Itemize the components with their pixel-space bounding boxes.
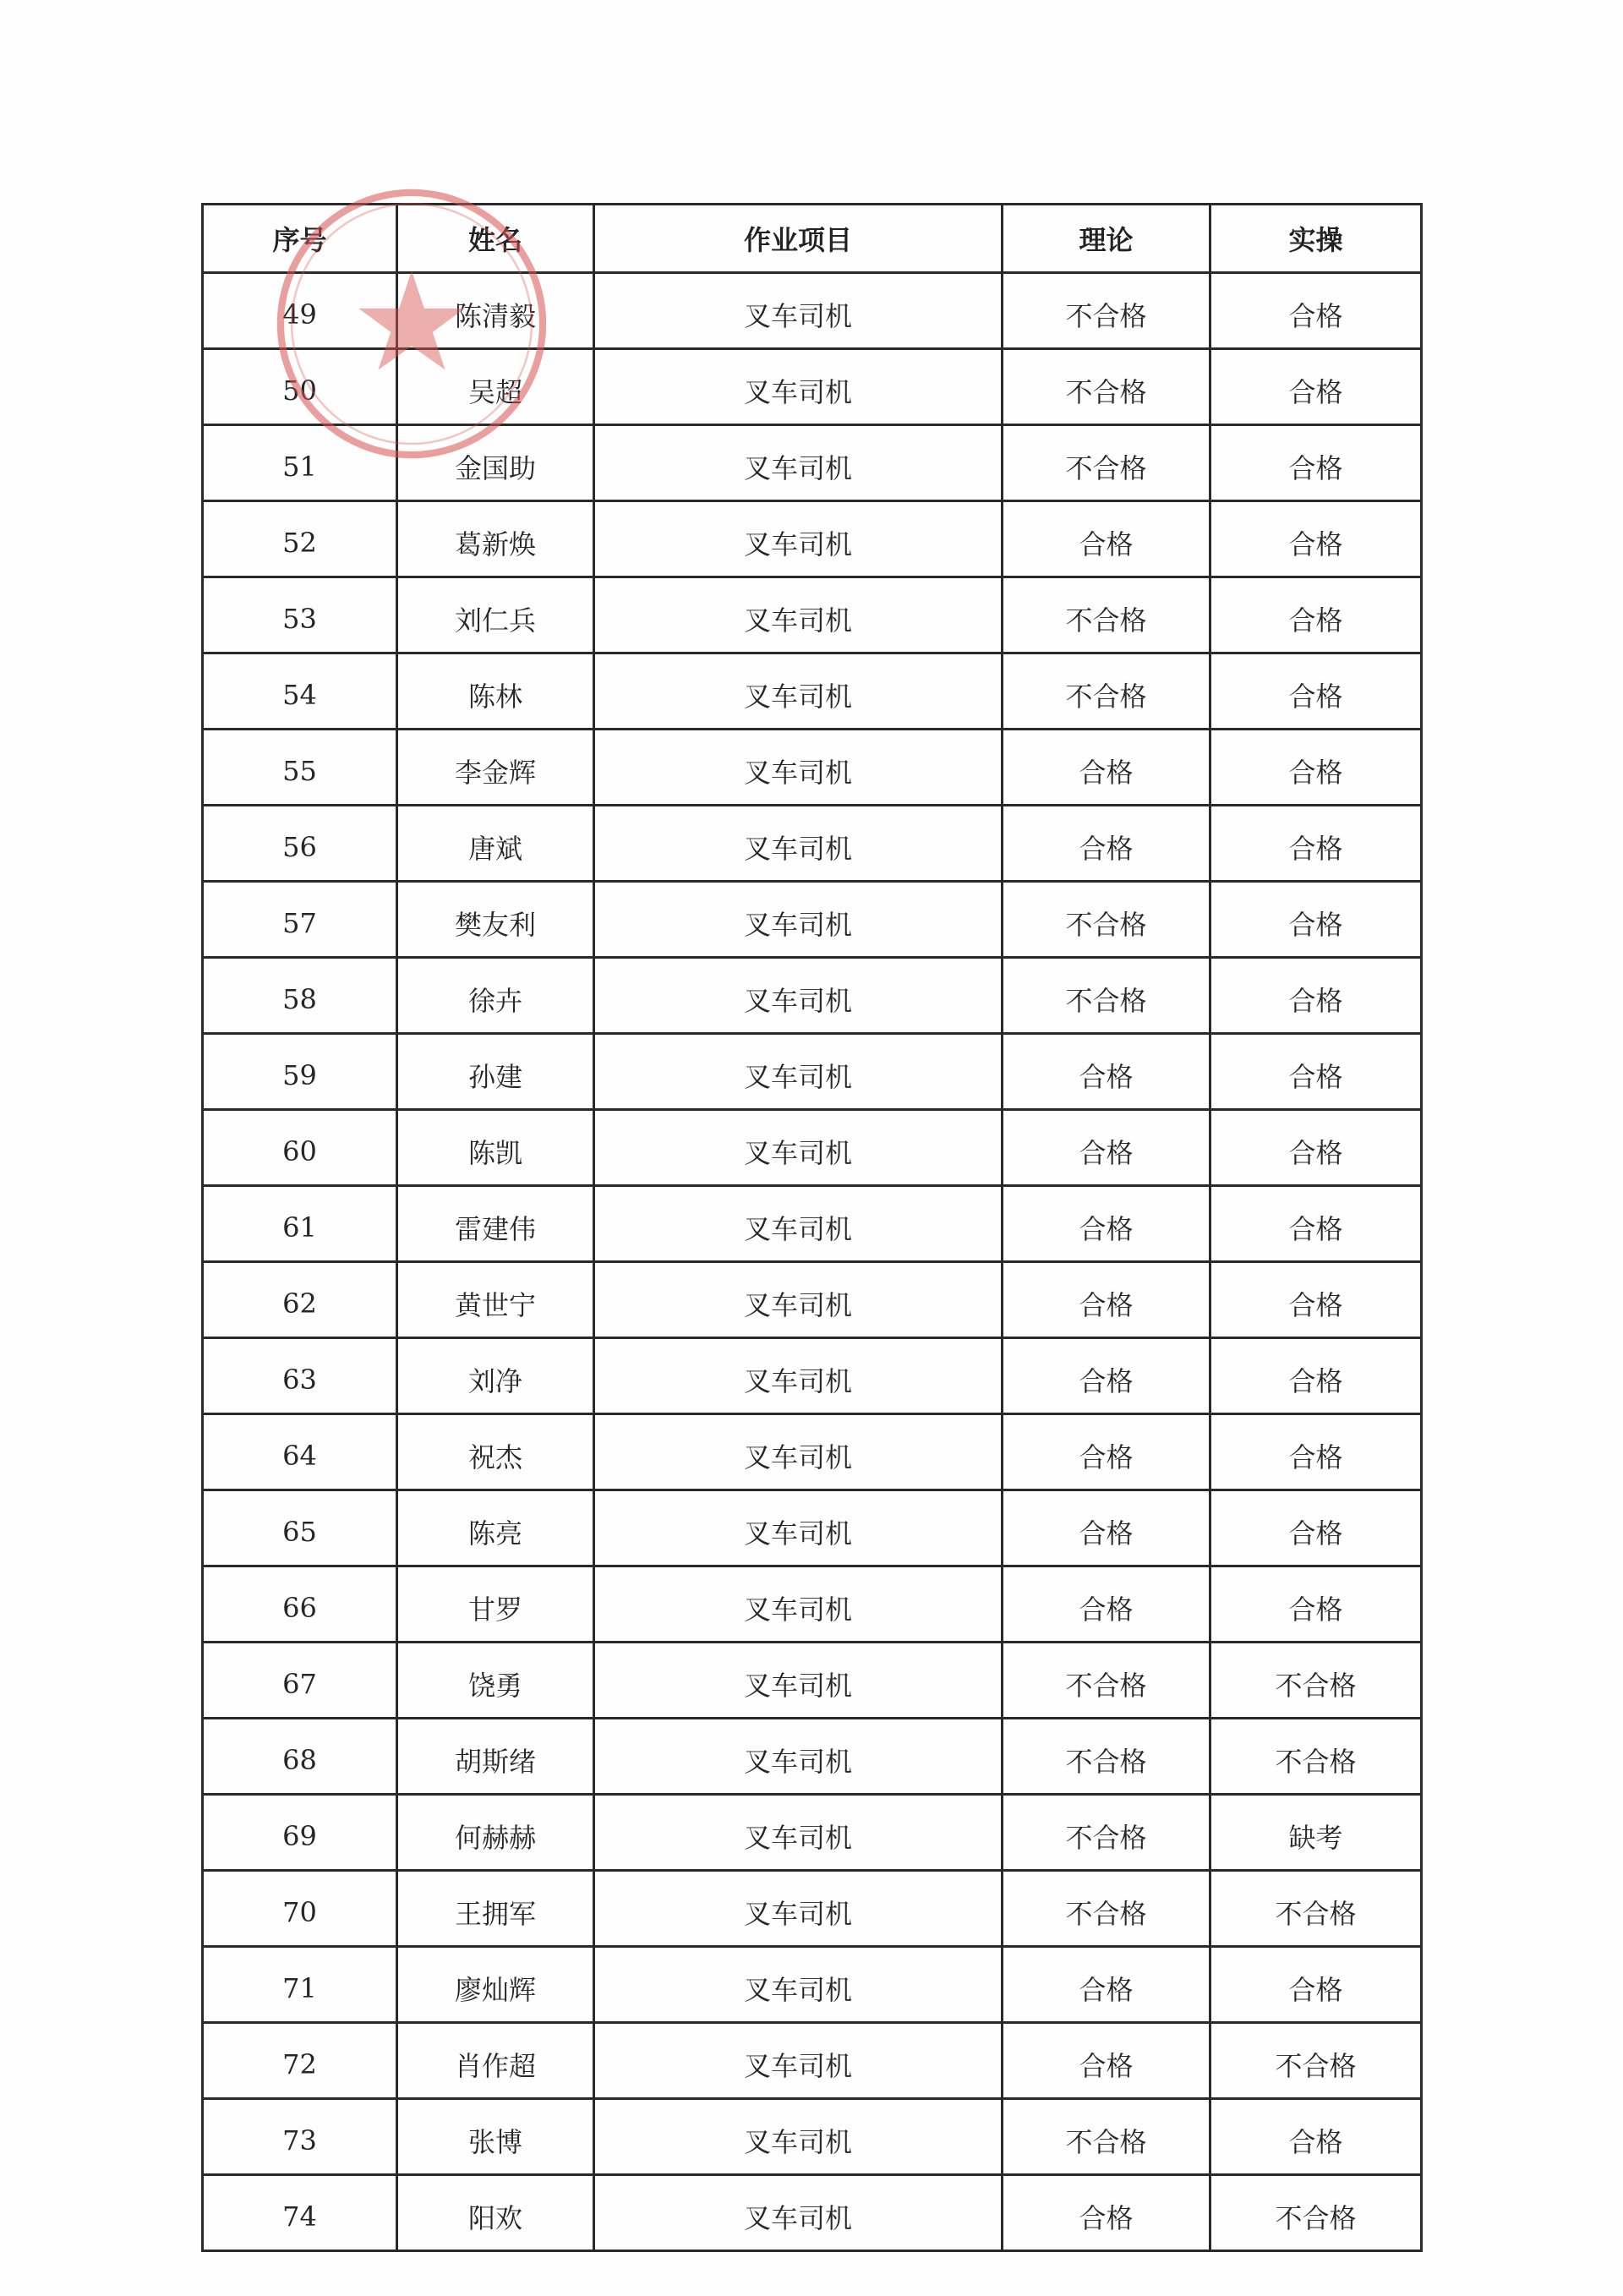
cell-practical: 不合格 <box>1210 1719 1422 1795</box>
cell-job-item: 叉车司机 <box>594 2023 1003 2099</box>
cell-practical: 合格 <box>1210 1034 1422 1110</box>
cell-theory: 合格 <box>1003 1566 1210 1643</box>
cell-serial-number: 64 <box>203 1414 397 1490</box>
cell-job-item: 叉车司机 <box>594 2175 1003 2251</box>
table-row <box>203 958 1422 1034</box>
table-row <box>203 1643 1422 1719</box>
cell-practical: 缺考 <box>1210 1795 1422 1871</box>
cell-serial-number: 63 <box>203 1338 397 1414</box>
cell-practical: 合格 <box>1210 653 1422 730</box>
table-row <box>203 882 1422 958</box>
cell-theory: 不合格 <box>1003 577 1210 653</box>
cell-theory: 不合格 <box>1003 349 1210 425</box>
cell-job-item: 叉车司机 <box>594 1566 1003 1643</box>
cell-serial-number: 52 <box>203 501 397 577</box>
cell-name: 徐卉 <box>397 958 594 1034</box>
cell-serial-number: 67 <box>203 1643 397 1719</box>
cell-name: 何赫赫 <box>397 1795 594 1871</box>
cell-practical: 合格 <box>1210 273 1422 349</box>
cell-serial-number: 72 <box>203 2023 397 2099</box>
cell-serial-number: 61 <box>203 1186 397 1262</box>
cell-name: 陈清毅 <box>397 273 594 349</box>
cell-serial-number: 66 <box>203 1566 397 1643</box>
cell-practical: 合格 <box>1210 501 1422 577</box>
cell-practical: 合格 <box>1210 958 1422 1034</box>
cell-serial-number: 69 <box>203 1795 397 1871</box>
cell-name: 唐斌 <box>397 806 594 882</box>
cell-practical: 合格 <box>1210 1262 1422 1338</box>
cell-job-item: 叉车司机 <box>594 273 1003 349</box>
cell-serial-number: 65 <box>203 1490 397 1566</box>
cell-serial-number: 68 <box>203 1719 397 1795</box>
cell-serial-number: 62 <box>203 1262 397 1338</box>
cell-job-item: 叉车司机 <box>594 349 1003 425</box>
table-row <box>203 2175 1422 2251</box>
cell-job-item: 叉车司机 <box>594 1034 1003 1110</box>
cell-name: 甘罗 <box>397 1566 594 1643</box>
cell-job-item: 叉车司机 <box>594 1186 1003 1262</box>
cell-serial-number: 49 <box>203 273 397 349</box>
cell-theory: 合格 <box>1003 1262 1210 1338</box>
table-row <box>203 1262 1422 1338</box>
header-name: 姓名 <box>397 205 594 273</box>
cell-name: 张博 <box>397 2099 594 2175</box>
table-row <box>203 1338 1422 1414</box>
cell-practical: 合格 <box>1210 806 1422 882</box>
cell-serial-number: 70 <box>203 1871 397 1947</box>
cell-theory: 合格 <box>1003 1110 1210 1186</box>
cell-name: 樊友利 <box>397 882 594 958</box>
cell-theory: 不合格 <box>1003 653 1210 730</box>
table-row <box>203 1795 1422 1871</box>
cell-practical: 合格 <box>1210 425 1422 501</box>
cell-name: 廖灿辉 <box>397 1947 594 2023</box>
cell-theory: 不合格 <box>1003 2099 1210 2175</box>
table-row <box>203 1186 1422 1262</box>
cell-job-item: 叉车司机 <box>594 1871 1003 1947</box>
cell-job-item: 叉车司机 <box>594 1338 1003 1414</box>
cell-theory: 不合格 <box>1003 882 1210 958</box>
cell-job-item: 叉车司机 <box>594 577 1003 653</box>
cell-theory: 不合格 <box>1003 1719 1210 1795</box>
table-row <box>203 425 1422 501</box>
table-row <box>203 2023 1422 2099</box>
cell-serial-number: 58 <box>203 958 397 1034</box>
table-row <box>203 1566 1422 1643</box>
cell-job-item: 叉车司机 <box>594 653 1003 730</box>
header-row <box>203 205 1422 273</box>
cell-practical: 合格 <box>1210 1566 1422 1643</box>
cell-name: 王拥军 <box>397 1871 594 1947</box>
cell-theory: 不合格 <box>1003 1871 1210 1947</box>
cell-practical: 不合格 <box>1210 1643 1422 1719</box>
cell-name: 陈亮 <box>397 1490 594 1566</box>
header-practical: 实操 <box>1210 205 1422 273</box>
cell-theory: 合格 <box>1003 1490 1210 1566</box>
cell-theory: 合格 <box>1003 1414 1210 1490</box>
cell-practical: 合格 <box>1210 1338 1422 1414</box>
table-row <box>203 273 1422 349</box>
cell-practical: 合格 <box>1210 882 1422 958</box>
table-row <box>203 501 1422 577</box>
table-row <box>203 730 1422 806</box>
cell-job-item: 叉车司机 <box>594 1947 1003 2023</box>
cell-name: 金国助 <box>397 425 594 501</box>
cell-serial-number: 71 <box>203 1947 397 2023</box>
cell-practical: 不合格 <box>1210 1871 1422 1947</box>
cell-serial-number: 73 <box>203 2099 397 2175</box>
cell-practical: 不合格 <box>1210 2175 1422 2251</box>
cell-name: 刘净 <box>397 1338 594 1414</box>
cell-theory: 不合格 <box>1003 1795 1210 1871</box>
cell-name: 黄世宁 <box>397 1262 594 1338</box>
header-theory: 理论 <box>1003 205 1210 273</box>
table-row <box>203 1414 1422 1490</box>
cell-job-item: 叉车司机 <box>594 882 1003 958</box>
table-row <box>203 806 1422 882</box>
cell-theory: 合格 <box>1003 1186 1210 1262</box>
cell-job-item: 叉车司机 <box>594 1490 1003 1566</box>
cell-job-item: 叉车司机 <box>594 1795 1003 1871</box>
cell-theory: 合格 <box>1003 1947 1210 2023</box>
table-row <box>203 1871 1422 1947</box>
header-serial-number: 序号 <box>203 205 397 273</box>
cell-name: 陈林 <box>397 653 594 730</box>
cell-job-item: 叉车司机 <box>594 425 1003 501</box>
cell-theory: 合格 <box>1003 730 1210 806</box>
cell-name: 刘仁兵 <box>397 577 594 653</box>
cell-practical: 合格 <box>1210 349 1422 425</box>
cell-practical: 合格 <box>1210 577 1422 653</box>
cell-name: 祝杰 <box>397 1414 594 1490</box>
table-body <box>203 273 1422 2251</box>
cell-serial-number: 60 <box>203 1110 397 1186</box>
cell-job-item: 叉车司机 <box>594 1643 1003 1719</box>
cell-theory: 合格 <box>1003 1034 1210 1110</box>
cell-practical: 合格 <box>1210 1490 1422 1566</box>
cell-job-item: 叉车司机 <box>594 730 1003 806</box>
cell-theory: 合格 <box>1003 806 1210 882</box>
cell-job-item: 叉车司机 <box>594 1262 1003 1338</box>
table-row <box>203 1947 1422 2023</box>
table-header <box>203 205 1422 273</box>
cell-serial-number: 56 <box>203 806 397 882</box>
cell-job-item: 叉车司机 <box>594 1110 1003 1186</box>
cell-job-item: 叉车司机 <box>594 958 1003 1034</box>
table-row <box>203 1034 1422 1110</box>
cell-theory: 不合格 <box>1003 273 1210 349</box>
cell-serial-number: 53 <box>203 577 397 653</box>
cell-name: 胡斯绪 <box>397 1719 594 1795</box>
cell-theory: 合格 <box>1003 2023 1210 2099</box>
cell-practical: 不合格 <box>1210 2023 1422 2099</box>
table-row <box>203 1490 1422 1566</box>
cell-name: 饶勇 <box>397 1643 594 1719</box>
cell-job-item: 叉车司机 <box>594 501 1003 577</box>
table-row <box>203 653 1422 730</box>
cell-theory: 不合格 <box>1003 958 1210 1034</box>
table-row <box>203 1110 1422 1186</box>
cell-practical: 合格 <box>1210 2099 1422 2175</box>
cell-serial-number: 55 <box>203 730 397 806</box>
cell-theory: 合格 <box>1003 2175 1210 2251</box>
cell-theory: 合格 <box>1003 501 1210 577</box>
cell-serial-number: 59 <box>203 1034 397 1110</box>
cell-name: 葛新焕 <box>397 501 594 577</box>
cell-name: 孙建 <box>397 1034 594 1110</box>
table-row <box>203 1719 1422 1795</box>
cell-serial-number: 54 <box>203 653 397 730</box>
cell-serial-number: 57 <box>203 882 397 958</box>
cell-practical: 合格 <box>1210 730 1422 806</box>
cell-name: 陈凯 <box>397 1110 594 1186</box>
cell-serial-number: 74 <box>203 2175 397 2251</box>
cell-practical: 合格 <box>1210 1947 1422 2023</box>
table-row <box>203 577 1422 653</box>
cell-serial-number: 50 <box>203 349 397 425</box>
cell-theory: 不合格 <box>1003 1643 1210 1719</box>
table-row <box>203 2099 1422 2175</box>
cell-name: 阳欢 <box>397 2175 594 2251</box>
cell-name: 吴超 <box>397 349 594 425</box>
results-table <box>201 203 1423 2252</box>
cell-theory: 合格 <box>1003 1338 1210 1414</box>
cell-practical: 合格 <box>1210 1414 1422 1490</box>
cell-job-item: 叉车司机 <box>594 1719 1003 1795</box>
cell-name: 肖作超 <box>397 2023 594 2099</box>
cell-theory: 不合格 <box>1003 425 1210 501</box>
cell-job-item: 叉车司机 <box>594 806 1003 882</box>
cell-practical: 合格 <box>1210 1186 1422 1262</box>
cell-job-item: 叉车司机 <box>594 1414 1003 1490</box>
cell-job-item: 叉车司机 <box>594 2099 1003 2175</box>
cell-practical: 合格 <box>1210 1110 1422 1186</box>
cell-name: 雷建伟 <box>397 1186 594 1262</box>
table-row <box>203 349 1422 425</box>
header-job-item: 作业项目 <box>594 205 1003 273</box>
cell-serial-number: 51 <box>203 425 397 501</box>
cell-name: 李金辉 <box>397 730 594 806</box>
